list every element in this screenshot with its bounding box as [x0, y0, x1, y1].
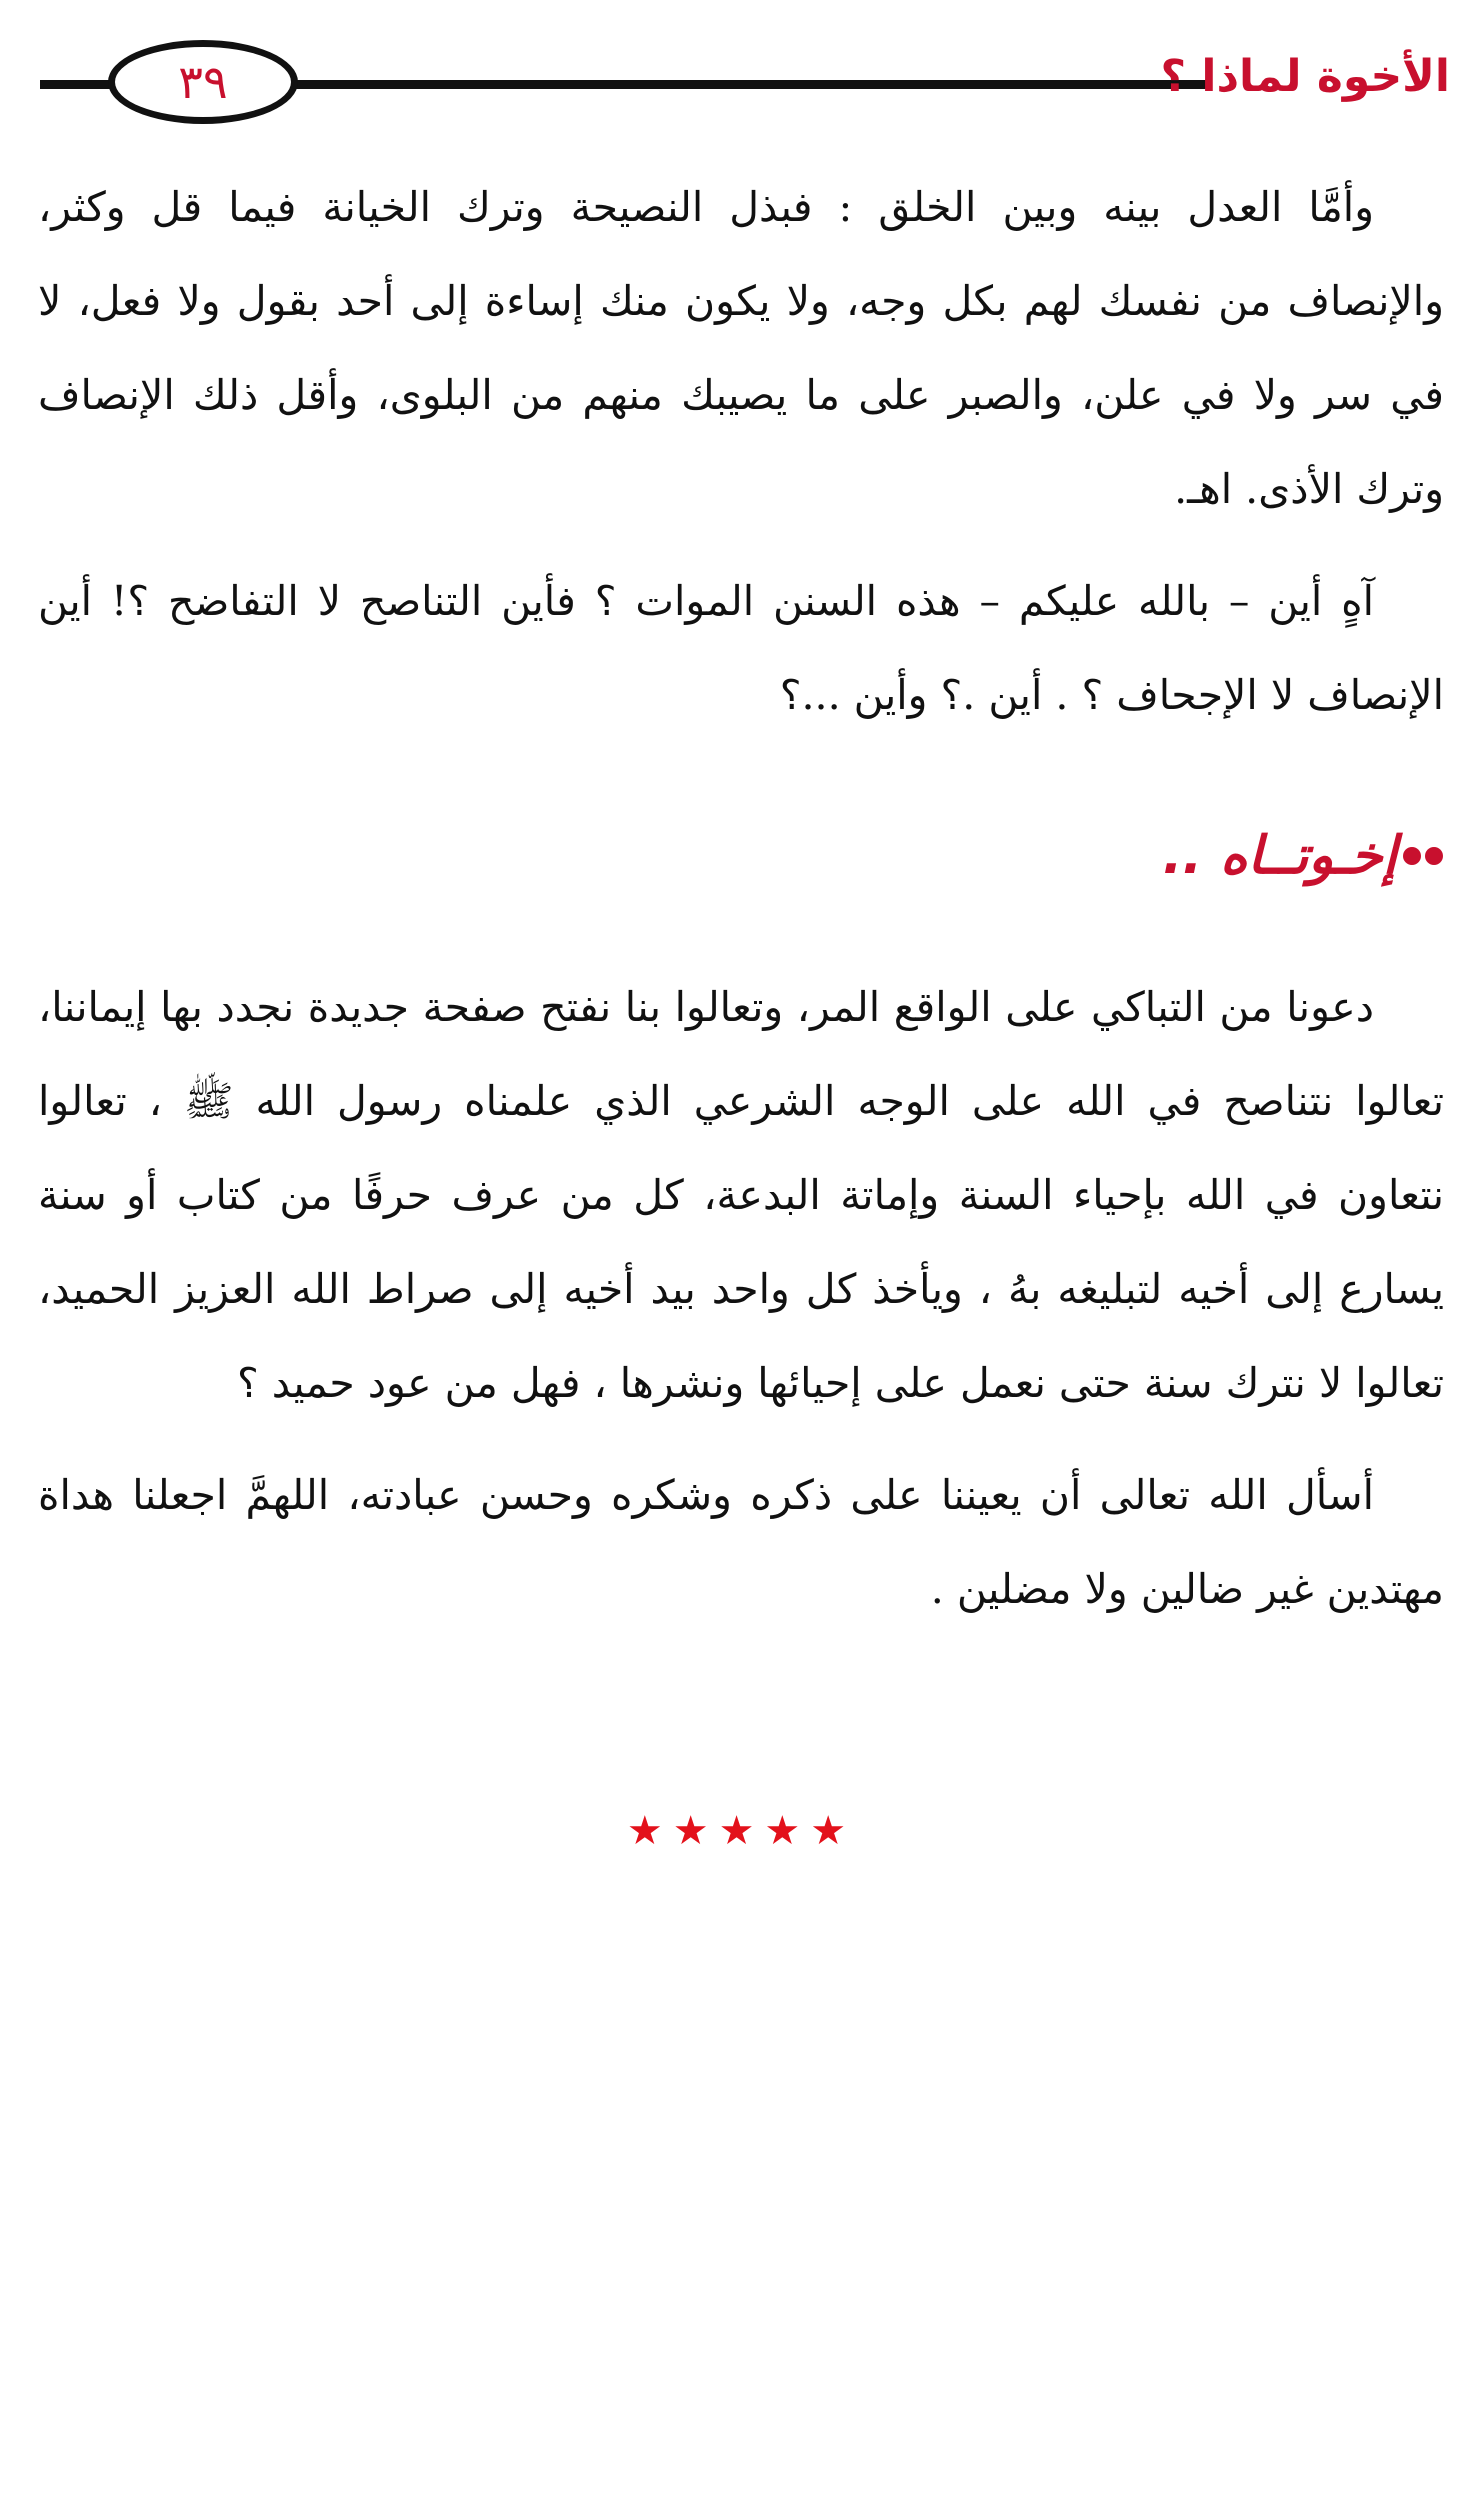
page-number: ٣٩ — [178, 55, 228, 109]
running-title: الأخوة لماذا ؟ — [1160, 51, 1450, 102]
top-paragraphs — [38, 160, 1444, 760]
paragraph: أسأل الله تعالى أن يعيننا على ذكره وشكره وحسن عبادته، اللهمَّ اجعلنا هداة مهتدين غير ضالين ولا مضلين . — [38, 1471, 1444, 1613]
stars-divider: ★★★★★ — [626, 1808, 857, 1854]
page-header — [40, 38, 1450, 118]
paragraph: دعونا من التباكي على الواقع المر، وتعالوا بنا نفتح صفحة جديدة نجدد بها إيماننا، تعالوا نتناصح في الله على الوجه الشرعي الذي علمناه رسول الله ﷺ ، تعالوا نتعاون في الله بإحياء السنة وإماتة البدعة، كل من عرف حرفًا من كتاب أو سنة يسارع إلى أخيه لتبليغه بهُ ، ويأخذ كل واحد بيد أخيه إلى صراط الله العزيز الحميد، تعالوا لا نترك سنة حتى نعمل على إحيائها ونشرها ، فهل من عود حميد ؟ — [38, 983, 1444, 1407]
paragraph: آهٍ أين – بالله عليكم – هذه السنن الموات ؟ فأين التناصح لا التفاضح ؟! أين الإنصاف لا الإجحاف ؟ . أين .؟ وأين ...؟ — [38, 577, 1444, 719]
page-number-oval — [108, 40, 298, 124]
bullet-dots-icon — [1403, 847, 1443, 865]
section-heading — [1163, 826, 1443, 886]
bottom-paragraphs — [38, 960, 1444, 1654]
section-heading-text: إخـوتــاه .. — [1162, 826, 1397, 886]
paragraph: وأمَّا العدل بينه وبين الخلق : فبذل النصيحة وترك الخيانة فيما قل وكثر، والإنصاف من نفسك لهم بكل وجه، ولا يكون منك إساءة إلى أحد بقول ولا فعل، لا في سر ولا في علن، والصبر على ما يصيبك منهم من البلوى، وأقل ذلك الإنصاف وترك الأذى. اهـ. — [38, 183, 1444, 513]
